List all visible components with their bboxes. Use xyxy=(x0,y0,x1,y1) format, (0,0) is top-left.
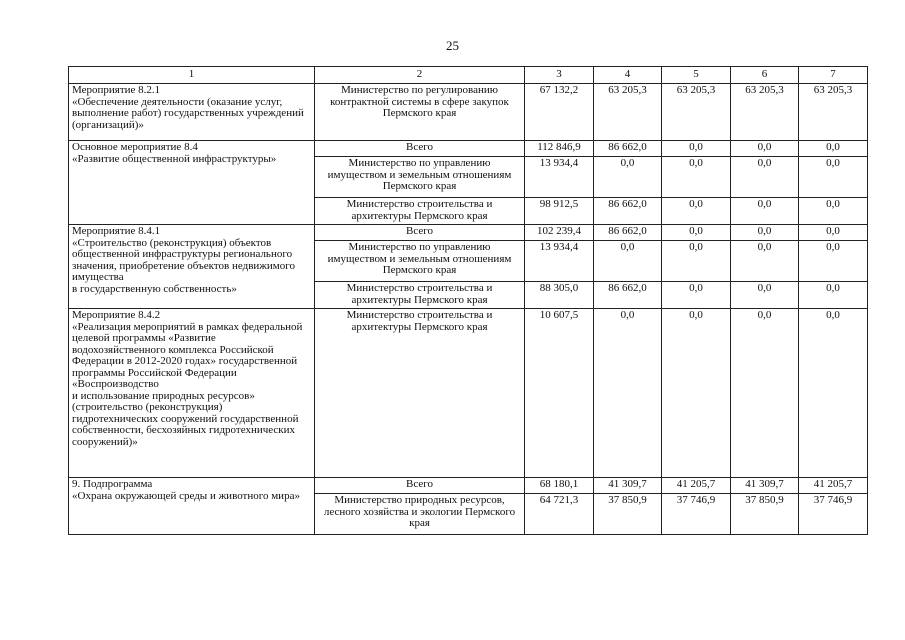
value-cell-4: 41 309,7 xyxy=(594,478,662,494)
value-cell-7: 0,0 xyxy=(799,157,868,198)
budget-table xyxy=(68,66,868,535)
value-cell-7: 41 205,7 xyxy=(799,478,868,494)
executor-cell: Министерство по управлению имуществом и земельным отношениям Пермского края xyxy=(315,157,525,198)
value-cell-7: 37 746,9 xyxy=(799,494,868,535)
executor-cell: Министерство строительства и архитектуры Пермского края xyxy=(315,282,525,309)
col-header-4: 4 xyxy=(594,67,662,84)
executor-cell: Министерство строительства и архитектуры Пермского края xyxy=(315,198,525,225)
value-cell-6: 0,0 xyxy=(731,141,799,157)
value-cell-3: 68 180,1 xyxy=(525,478,594,494)
value-cell-5: 0,0 xyxy=(662,241,731,282)
value-cell-6: 0,0 xyxy=(731,309,799,478)
value-cell-5: 0,0 xyxy=(662,157,731,198)
value-cell-3: 112 846,9 xyxy=(525,141,594,157)
value-cell-6: 0,0 xyxy=(731,241,799,282)
value-cell-7: 0,0 xyxy=(799,141,868,157)
value-cell-6: 0,0 xyxy=(731,282,799,309)
value-cell-3: 67 132,2 xyxy=(525,84,594,141)
measure-name: 9. Подпрограмма «Охрана окружающей среды и животного мира» xyxy=(69,478,315,535)
value-cell-4: 86 662,0 xyxy=(594,198,662,225)
value-cell-4: 0,0 xyxy=(594,241,662,282)
executor-cell: Всего xyxy=(315,478,525,494)
table-row xyxy=(69,478,868,494)
value-cell-4: 86 662,0 xyxy=(594,282,662,309)
value-cell-4: 86 662,0 xyxy=(594,141,662,157)
value-cell-7: 0,0 xyxy=(799,198,868,225)
value-cell-3: 64 721,3 xyxy=(525,494,594,535)
table-row xyxy=(69,84,868,141)
value-cell-5: 37 746,9 xyxy=(662,494,731,535)
value-cell-6: 0,0 xyxy=(731,157,799,198)
value-cell-7: 63 205,3 xyxy=(799,84,868,141)
value-cell-5: 0,0 xyxy=(662,225,731,241)
measure-name: Основное мероприятие 8.4 «Развитие общественной инфраструктуры» xyxy=(69,141,315,225)
value-cell-5: 63 205,3 xyxy=(662,84,731,141)
value-cell-4: 86 662,0 xyxy=(594,225,662,241)
value-cell-3: 10 607,5 xyxy=(525,309,594,478)
col-header-1: 1 xyxy=(69,67,315,84)
table-row xyxy=(69,225,868,241)
value-cell-7: 0,0 xyxy=(799,225,868,241)
measure-name: Мероприятие 8.4.1 «Строительство (реконструкция) объектов общественной инфраструктуры регионального значения, приобретение объектов недвижимого имущества в государственную собственность» xyxy=(69,225,315,309)
value-cell-5: 0,0 xyxy=(662,309,731,478)
value-cell-4: 0,0 xyxy=(594,157,662,198)
value-cell-4: 37 850,9 xyxy=(594,494,662,535)
col-header-5: 5 xyxy=(662,67,731,84)
executor-cell: Всего xyxy=(315,141,525,157)
value-cell-6: 0,0 xyxy=(731,198,799,225)
value-cell-7: 0,0 xyxy=(799,282,868,309)
table-row xyxy=(69,141,868,157)
value-cell-3: 102 239,4 xyxy=(525,225,594,241)
value-cell-7: 0,0 xyxy=(799,309,868,478)
value-cell-5: 0,0 xyxy=(662,198,731,225)
value-cell-6: 41 309,7 xyxy=(731,478,799,494)
col-header-6: 6 xyxy=(731,67,799,84)
value-cell-7: 0,0 xyxy=(799,241,868,282)
measure-name: Мероприятие 8.4.2 «Реализация мероприятий в рамках федеральной целевой программы «Развитие водохозяйственного комплекса Российской Федерации в 2012-2020 годах» государственной программы Российской Федерации «Воспроизводство и использование природных ресурсов» (строительство (реконструкция) гидротехнических сооружений государственной собственности, бесхозяйных гидротехнических сооружений)» xyxy=(69,309,315,478)
value-cell-6: 37 850,9 xyxy=(731,494,799,535)
page-number: 25 xyxy=(446,38,459,53)
value-cell-3: 13 934,4 xyxy=(525,241,594,282)
executor-cell: Министерство по регулированию контрактной системы в сфере закупок Пермского края xyxy=(315,84,525,141)
value-cell-4: 0,0 xyxy=(594,309,662,478)
col-header-3: 3 xyxy=(525,67,594,84)
table-row xyxy=(69,309,868,478)
value-cell-5: 0,0 xyxy=(662,282,731,309)
executor-cell: Министерство строительства и архитектуры Пермского края xyxy=(315,309,525,478)
value-cell-5: 41 205,7 xyxy=(662,478,731,494)
col-header-2: 2 xyxy=(315,67,525,84)
value-cell-6: 63 205,3 xyxy=(731,84,799,141)
executor-cell: Всего xyxy=(315,225,525,241)
header-row xyxy=(69,67,868,84)
value-cell-3: 98 912,5 xyxy=(525,198,594,225)
measure-name: Мероприятие 8.2.1 «Обеспечение деятельности (оказание услуг, выполнение работ) государственных учреждений (организаций)» xyxy=(69,84,315,141)
col-header-7: 7 xyxy=(799,67,868,84)
value-cell-3: 88 305,0 xyxy=(525,282,594,309)
value-cell-3: 13 934,4 xyxy=(525,157,594,198)
value-cell-5: 0,0 xyxy=(662,141,731,157)
value-cell-4: 63 205,3 xyxy=(594,84,662,141)
value-cell-6: 0,0 xyxy=(731,225,799,241)
executor-cell: Министерство по управлению имуществом и земельным отношениям Пермского края xyxy=(315,241,525,282)
executor-cell: Министерство природных ресурсов, лесного хозяйства и экологии Пермского края xyxy=(315,494,525,535)
